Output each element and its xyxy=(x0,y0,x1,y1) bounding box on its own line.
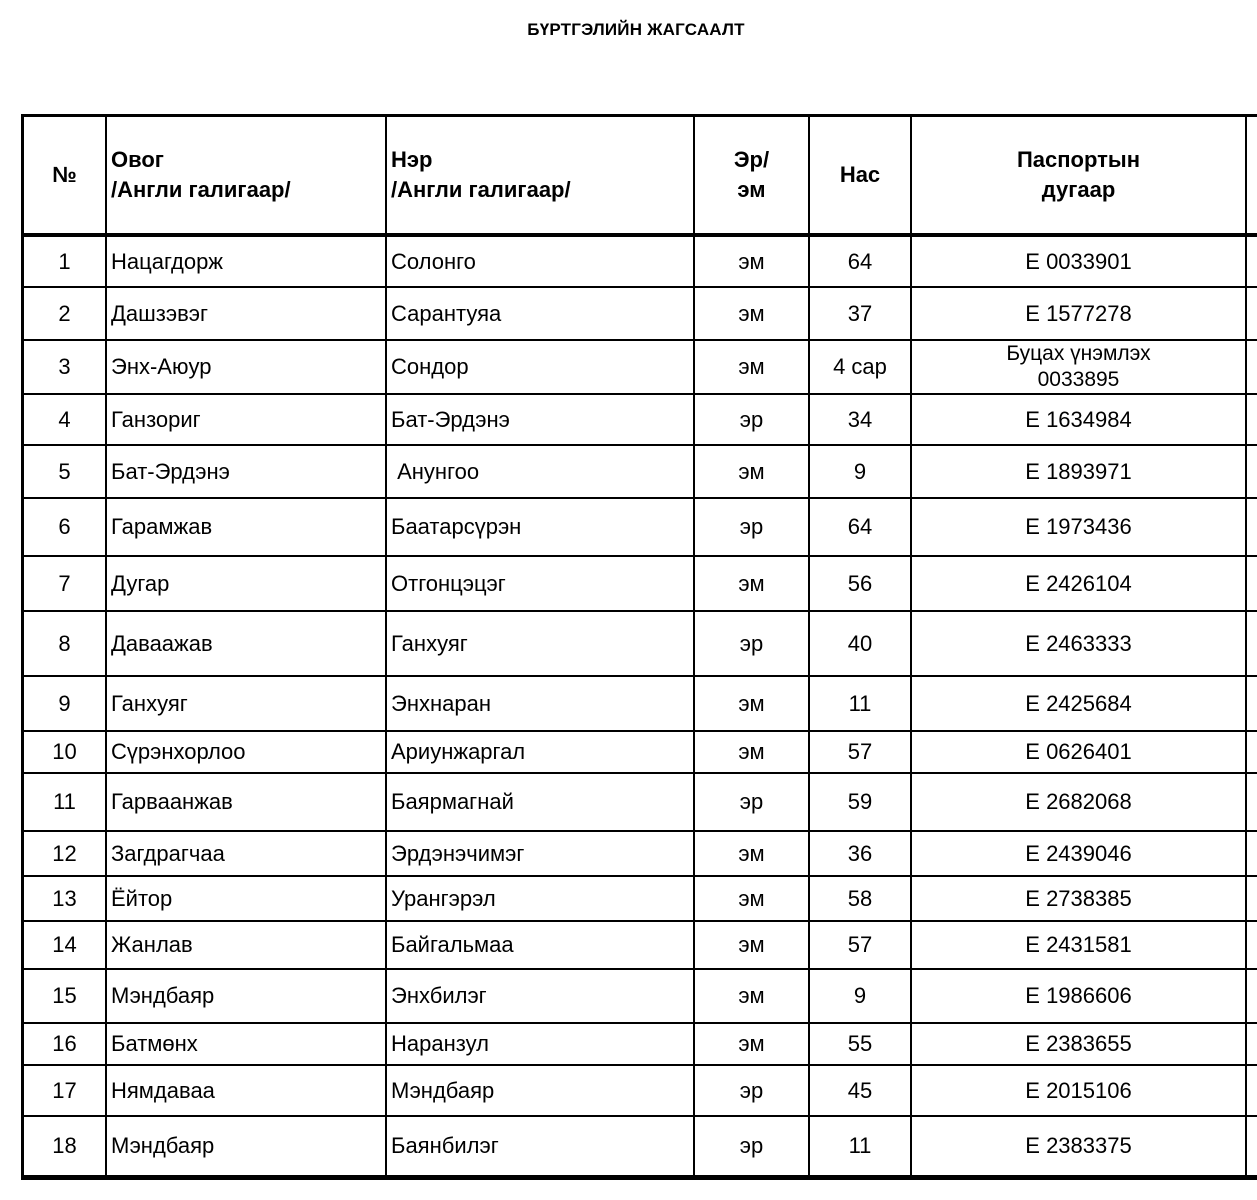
table-row xyxy=(24,676,1257,731)
cell-extra xyxy=(1246,498,1257,556)
cell-no: 8 xyxy=(24,611,106,676)
cell-name: Бат-Эрдэнэ xyxy=(386,394,694,445)
cell-passport: Е 2383375 xyxy=(911,1116,1246,1176)
cell-surname: Бат-Эрдэнэ xyxy=(106,445,386,498)
cell-name: Анунгоо xyxy=(386,445,694,498)
cell-no: 14 xyxy=(24,921,106,969)
table-body xyxy=(24,235,1257,1176)
table-row xyxy=(24,556,1257,611)
cell-surname: Нацагдорж xyxy=(106,235,386,287)
cell-passport: Буцах үнэмлэх 0033895 xyxy=(911,340,1246,394)
cell-extra xyxy=(1246,445,1257,498)
cell-passport: Е 2738385 xyxy=(911,876,1246,921)
cell-passport: Е 1973436 xyxy=(911,498,1246,556)
cell-no: 2 xyxy=(24,287,106,340)
cell-extra xyxy=(1246,287,1257,340)
cell-surname: Нямдаваа xyxy=(106,1065,386,1116)
cell-sex: эм xyxy=(694,831,809,876)
cell-surname: Дашзэвэг xyxy=(106,287,386,340)
cell-extra xyxy=(1246,235,1257,287)
cell-surname: Мэндбаяр xyxy=(106,1116,386,1176)
cell-no: 4 xyxy=(24,394,106,445)
cell-no: 9 xyxy=(24,676,106,731)
cell-no: 18 xyxy=(24,1116,106,1176)
table-row xyxy=(24,498,1257,556)
header-sex: Эр/ эм xyxy=(694,117,809,235)
header-passport: Паспортын дугаар xyxy=(911,117,1246,235)
cell-age: 58 xyxy=(809,876,911,921)
cell-name: Мэндбаяр xyxy=(386,1065,694,1116)
cell-passport: Е 1893971 xyxy=(911,445,1246,498)
document-title: БҮРТГЭЛИЙН ЖАГСААЛТ xyxy=(527,20,745,39)
table-row xyxy=(24,287,1257,340)
cell-passport: Е 2383655 xyxy=(911,1023,1246,1065)
cell-passport: Е 2439046 xyxy=(911,831,1246,876)
cell-surname: Мэндбаяр xyxy=(106,969,386,1023)
cell-no: 6 xyxy=(24,498,106,556)
cell-passport: Е 2425684 xyxy=(911,676,1246,731)
cell-age: 57 xyxy=(809,731,911,773)
cell-name: Энхнаран xyxy=(386,676,694,731)
table-row xyxy=(24,235,1257,287)
cell-name: Ганхуяг xyxy=(386,611,694,676)
cell-surname: Гарваанжав xyxy=(106,773,386,831)
table-header-row xyxy=(24,117,1257,235)
cell-sex: эм xyxy=(694,969,809,1023)
cell-name: Эрдэнэчимэг xyxy=(386,831,694,876)
table-row xyxy=(24,1065,1257,1116)
table-row xyxy=(24,921,1257,969)
table-row xyxy=(24,394,1257,445)
cell-name: Наранзул xyxy=(386,1023,694,1065)
registration-table xyxy=(24,117,1257,1177)
cell-surname: Энх-Аюур xyxy=(106,340,386,394)
cell-no: 7 xyxy=(24,556,106,611)
cell-sex: эм xyxy=(694,235,809,287)
header-age: Нас xyxy=(809,117,911,235)
cell-extra xyxy=(1246,1065,1257,1116)
cell-sex: эм xyxy=(694,445,809,498)
cell-age: 4 сар xyxy=(809,340,911,394)
cell-no: 17 xyxy=(24,1065,106,1116)
cell-name: Ариунжаргал xyxy=(386,731,694,773)
cell-passport: Е 0626401 xyxy=(911,731,1246,773)
cell-name: Байгальмаа xyxy=(386,921,694,969)
cell-sex: эр xyxy=(694,611,809,676)
cell-passport: Е 2682068 xyxy=(911,773,1246,831)
cell-no: 16 xyxy=(24,1023,106,1065)
cell-age: 55 xyxy=(809,1023,911,1065)
cell-passport: Е 2463333 xyxy=(911,611,1246,676)
cell-passport: Е 1986606 xyxy=(911,969,1246,1023)
cell-no: 11 xyxy=(24,773,106,831)
cell-surname: Гарамжав xyxy=(106,498,386,556)
cell-sex: эм xyxy=(694,340,809,394)
cell-age: 11 xyxy=(809,1116,911,1176)
cell-surname: Ёйтор xyxy=(106,876,386,921)
cell-no: 3 xyxy=(24,340,106,394)
cell-passport: Е 2431581 xyxy=(911,921,1246,969)
cell-extra xyxy=(1246,340,1257,394)
table-row xyxy=(24,445,1257,498)
cell-sex: эм xyxy=(694,676,809,731)
cell-no: 5 xyxy=(24,445,106,498)
cell-sex: эм xyxy=(694,731,809,773)
cell-sex: эр xyxy=(694,1116,809,1176)
cell-surname: Сүрэнхорлоо xyxy=(106,731,386,773)
table-row xyxy=(24,611,1257,676)
cell-surname: Батмөнх xyxy=(106,1023,386,1065)
cell-age: 40 xyxy=(809,611,911,676)
cell-extra xyxy=(1246,969,1257,1023)
cell-extra xyxy=(1246,1023,1257,1065)
cell-age: 9 xyxy=(809,969,911,1023)
cell-passport: Е 1634984 xyxy=(911,394,1246,445)
table-row xyxy=(24,773,1257,831)
table-row xyxy=(24,731,1257,773)
cell-surname: Загдрагчаа xyxy=(106,831,386,876)
cell-name: Баянбилэг xyxy=(386,1116,694,1176)
table-row xyxy=(24,831,1257,876)
cell-age: 56 xyxy=(809,556,911,611)
cell-age: 57 xyxy=(809,921,911,969)
cell-extra xyxy=(1246,921,1257,969)
cell-sex: эм xyxy=(694,1023,809,1065)
cell-no: 10 xyxy=(24,731,106,773)
cell-age: 34 xyxy=(809,394,911,445)
registration-table-frame xyxy=(21,114,1257,1180)
header-surname: Овог /Англи галигаар/ xyxy=(106,117,386,235)
cell-sex: эр xyxy=(694,394,809,445)
cell-passport: Е 2015106 xyxy=(911,1065,1246,1116)
cell-age: 36 xyxy=(809,831,911,876)
cell-name: Баярмагнай xyxy=(386,773,694,831)
cell-surname: Жанлав xyxy=(106,921,386,969)
cell-age: 9 xyxy=(809,445,911,498)
cell-name: Урангэрэл xyxy=(386,876,694,921)
cell-surname: Дугар xyxy=(106,556,386,611)
header-name: Нэр /Англи галигаар/ xyxy=(386,117,694,235)
cell-sex: эр xyxy=(694,1065,809,1116)
cell-age: 64 xyxy=(809,235,911,287)
cell-extra xyxy=(1246,1116,1257,1176)
cell-extra xyxy=(1246,731,1257,773)
table-row xyxy=(24,1116,1257,1176)
cell-name: Баатарсүрэн xyxy=(386,498,694,556)
cell-extra xyxy=(1246,676,1257,731)
cell-passport: Е 1577278 xyxy=(911,287,1246,340)
cell-age: 64 xyxy=(809,498,911,556)
cell-passport: Е 2426104 xyxy=(911,556,1246,611)
cell-name: Сондор xyxy=(386,340,694,394)
cell-no: 13 xyxy=(24,876,106,921)
cell-age: 11 xyxy=(809,676,911,731)
cell-age: 59 xyxy=(809,773,911,831)
table-row xyxy=(24,1023,1257,1065)
cell-extra xyxy=(1246,611,1257,676)
cell-passport: Е 0033901 xyxy=(911,235,1246,287)
cell-sex: эм xyxy=(694,921,809,969)
cell-extra xyxy=(1246,556,1257,611)
cell-sex: эр xyxy=(694,498,809,556)
cell-sex: эм xyxy=(694,876,809,921)
cell-extra xyxy=(1246,831,1257,876)
cell-age: 45 xyxy=(809,1065,911,1116)
cell-sex: эм xyxy=(694,287,809,340)
cell-surname: Ганхуяг xyxy=(106,676,386,731)
cell-sex: эм xyxy=(694,556,809,611)
cell-name: Энхбилэг xyxy=(386,969,694,1023)
cell-no: 15 xyxy=(24,969,106,1023)
cell-extra xyxy=(1246,773,1257,831)
cell-name: Отгонцэцэг xyxy=(386,556,694,611)
header-extra-cell xyxy=(1246,117,1257,235)
cell-surname: Ганзориг xyxy=(106,394,386,445)
cell-sex: эр xyxy=(694,773,809,831)
table-row xyxy=(24,876,1257,921)
cell-extra xyxy=(1246,394,1257,445)
table-row xyxy=(24,969,1257,1023)
cell-name: Солонго xyxy=(386,235,694,287)
cell-surname: Даваажав xyxy=(106,611,386,676)
cell-no: 12 xyxy=(24,831,106,876)
cell-name: Сарантуяа xyxy=(386,287,694,340)
cell-extra xyxy=(1246,876,1257,921)
table-row xyxy=(24,340,1257,394)
cell-age: 37 xyxy=(809,287,911,340)
cell-no: 1 xyxy=(24,235,106,287)
header-no: № xyxy=(24,117,106,235)
